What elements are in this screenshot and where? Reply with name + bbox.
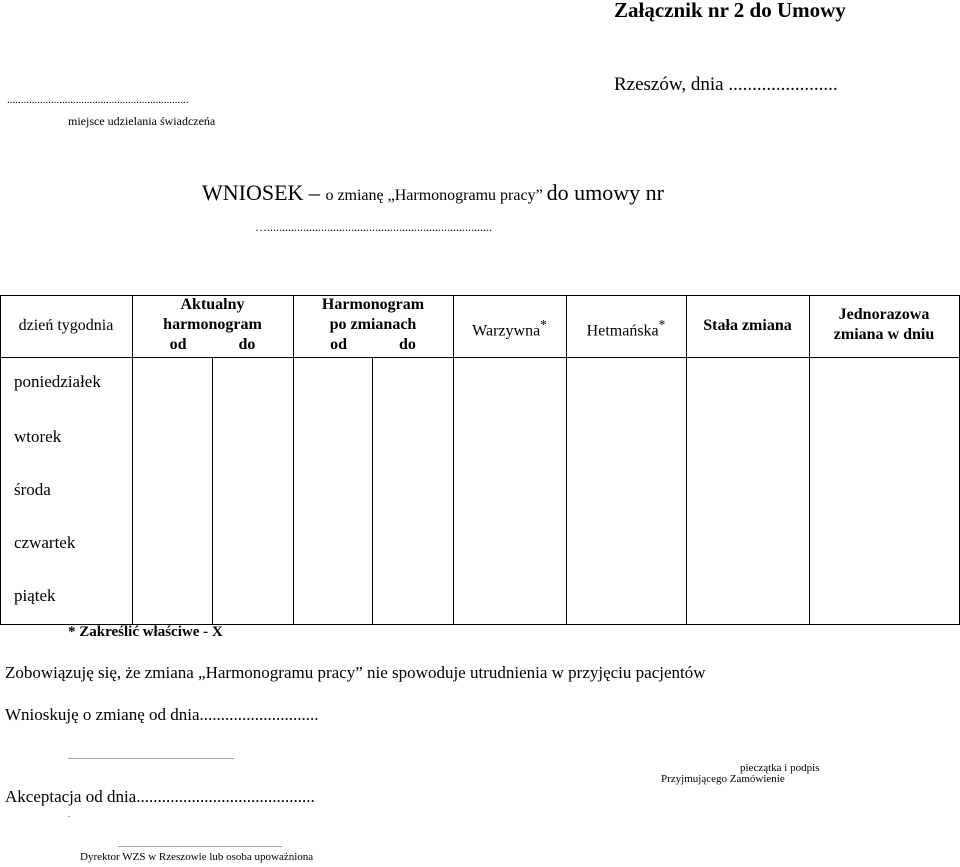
place-dots: .................................................................. — [7, 94, 189, 106]
header-current-line2: harmonogram — [163, 316, 262, 333]
header-onetime — [809, 305, 959, 345]
receiver-role-label: Przyjmującego Zamówienie — [661, 773, 785, 785]
header-hetmanska-asterisk: * — [658, 317, 666, 332]
header-warzywna-label: Warzywna — [472, 322, 541, 340]
header-fixed-shift: Stała zmiana — [703, 317, 792, 334]
commitment-text: Zobowiązuję się, że zmiana „Harmonogramu pracy” nie spowoduje utrudnienia w przyjęciu pacjentów — [5, 663, 706, 682]
city-date-line: Rzeszów, dnia ....................... — [614, 74, 838, 95]
attachment-title: Załącznik nr 2 do Umowy — [614, 0, 846, 22]
header-changed-from: od — [330, 336, 347, 353]
header-day: dzień tygodnia — [18, 317, 114, 334]
request-date-line: Wnioskuję o zmianę od dnia............................ — [5, 705, 319, 724]
header-changed — [293, 295, 453, 355]
header-warzywna — [453, 315, 566, 341]
receiver-signature-dots: ................................................................................... — [68, 752, 234, 761]
contract-number-dots: …........................................................................... — [255, 220, 492, 234]
director-mark: . — [68, 810, 70, 819]
header-current-from: od — [169, 336, 187, 353]
place-label: miejsce udzielania świadczeńa — [68, 114, 216, 128]
header-changed-line2: po zmianach — [329, 316, 417, 333]
schedule-table — [0, 295, 960, 625]
asterisk-note: * Zakreślić właściwe - X — [68, 624, 223, 640]
row-wednesday: środa — [14, 480, 51, 499]
header-changed-to: do — [399, 336, 416, 353]
row-friday: piątek — [14, 586, 56, 605]
document-title — [202, 180, 664, 206]
director-label: Dyrektor WZS w Rzeszowie lub osoba upoważniona — [80, 851, 314, 863]
header-warzywna-asterisk: * — [540, 317, 547, 332]
receiver-stamp-label: pieczątka i podpis — [740, 762, 820, 774]
header-hetmanska-label: Hetmańska — [586, 322, 659, 340]
header-current-line1: Aktualny — [180, 296, 245, 313]
header-onetime-line1: Jednorazowa — [838, 306, 930, 323]
header-changed-fromto — [293, 335, 453, 355]
header-changed-line1: Harmonogram — [321, 296, 425, 313]
header-hetmanska — [566, 315, 686, 341]
row-monday: poniedziałek — [14, 372, 101, 391]
director-signature-dots: .................................................................................. — [118, 840, 282, 849]
acceptance-line: Akceptacja od dnia.......................................... — [5, 787, 315, 806]
title-part1: WNIOSEK – — [202, 180, 326, 205]
header-onetime-line2: zmiana w dniu — [833, 326, 935, 343]
title-part3: do umowy nr — [546, 180, 664, 205]
row-thursday: czwartek — [14, 533, 76, 552]
title-part2: o zmianę „Harmonogramu pracy” — [325, 187, 547, 204]
header-current — [132, 295, 293, 355]
row-tuesday: wtorek — [14, 427, 62, 446]
header-current-fromto — [132, 335, 293, 355]
header-current-to: do — [238, 336, 256, 353]
